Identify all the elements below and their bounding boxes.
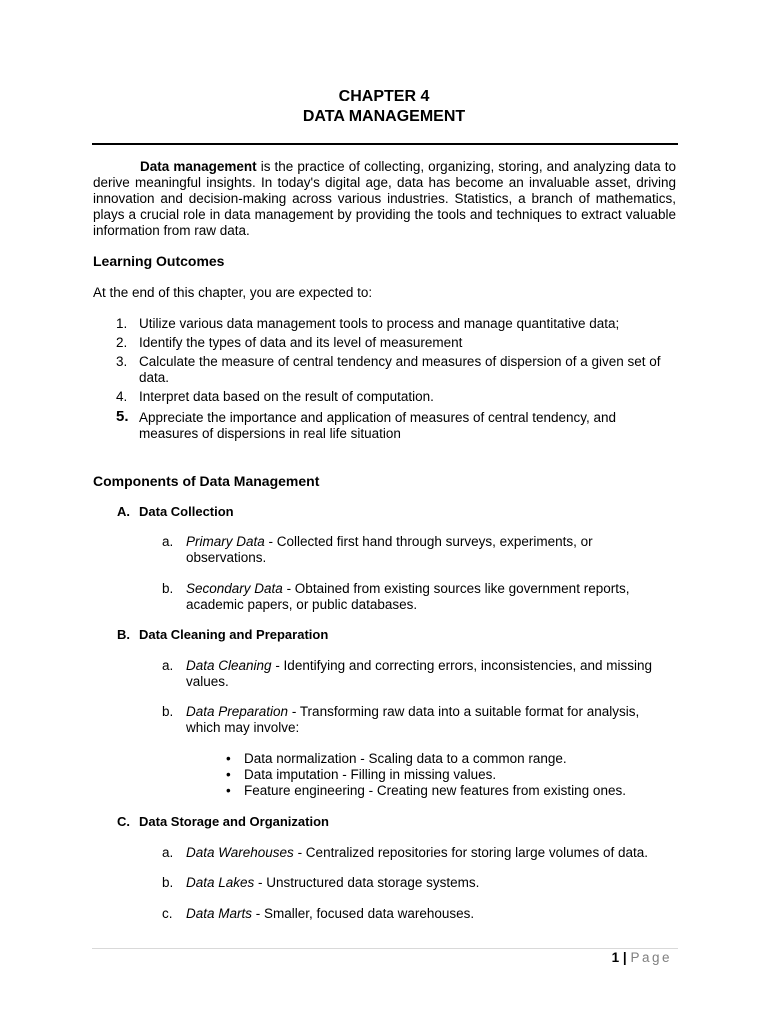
bullet-text: Feature engineering - Creating new features from existing ones.: [244, 783, 626, 798]
outcome-text: Appreciate the importance and application of measures of central tendency, and measures of dispersions in real life situation: [139, 410, 617, 441]
item-term: Secondary Data: [186, 581, 283, 596]
bullet-icon: •: [226, 783, 231, 798]
section-heading: [117, 504, 234, 520]
bullet-icon: •: [226, 767, 231, 782]
item-text: - Smaller, focused data warehouses.: [252, 906, 475, 921]
footer-divider: [92, 948, 678, 949]
section-letter: C.: [117, 814, 130, 829]
section-title: Data Collection: [139, 504, 234, 519]
chapter-title: DATA MANAGEMENT: [302, 108, 466, 125]
item-letter: b.: [162, 581, 174, 596]
section-title: Data Cleaning and Preparation: [139, 627, 329, 642]
bullet-text: Data imputation - Filling in missing values.: [244, 767, 497, 782]
outcome-number: 1.: [116, 316, 128, 331]
chapter-number: CHAPTER 4: [338, 88, 430, 105]
outcome-number: 2.: [116, 335, 128, 350]
item-letter: b.: [162, 704, 174, 719]
outcome-text: Identify the types of data and its level of measurement: [139, 335, 463, 350]
item-text: - Obtained from existing sources like government reports, academic papers, or public databases.: [186, 581, 630, 612]
intro-text: is the practice of collecting, organizing, storing, and analyzing data to derive meaningful insights. In today's digital age, data has become an invaluable asset, driving innovation and decision-making across various industries. Statistics, a branch of mathematics, plays a crucial role in data management by providing the tools and techniques to extract valuable information from raw data.: [93, 159, 676, 238]
learning-outcomes-lead: At the end of this chapter, you are expected to:: [93, 285, 373, 300]
item-term: Primary Data: [186, 534, 265, 549]
outcome-text: Interpret data based on the result of computation.: [139, 389, 434, 404]
item-text: - Collected first hand through surveys, experiments, or observations.: [186, 534, 593, 565]
page-number: 1: [611, 950, 620, 965]
section-heading: [117, 814, 329, 830]
outcome-number: 4.: [116, 389, 128, 404]
section-letter: B.: [117, 627, 130, 642]
item-letter: a.: [162, 658, 174, 673]
page-word: Page: [630, 950, 672, 965]
title-divider: [92, 143, 678, 145]
item-term: Data Lakes: [186, 875, 255, 890]
outcome-text: Calculate the measure of central tendency and measures of dispersion of a given set of data.: [139, 354, 661, 385]
outcome-number: 3.: [116, 354, 128, 369]
item-text: - Transforming raw data into a suitable format for analysis, which may involve:: [186, 704, 640, 735]
item-term: Data Cleaning: [186, 658, 272, 673]
item-term: Data Marts: [186, 906, 253, 921]
learning-outcomes-heading: Learning Outcomes: [93, 253, 225, 269]
item-letter: b.: [162, 875, 174, 890]
item-letter: c.: [162, 906, 173, 921]
item-term: Data Preparation: [186, 704, 289, 719]
section-title: Data Storage and Organization: [139, 814, 329, 829]
components-heading: Components of Data Management: [93, 473, 320, 489]
item-text: - Centralized repositories for storing large volumes of data.: [293, 845, 648, 860]
item-text: - Unstructured data storage systems.: [254, 875, 480, 890]
page-footer: [612, 950, 672, 966]
item-text: - Identifying and correcting errors, inconsistencies, and missing values.: [186, 658, 652, 689]
outcome-number: 5.: [116, 408, 129, 425]
intro-paragraph: [93, 159, 676, 239]
footer-separator: |: [622, 950, 627, 965]
item-letter: a.: [162, 534, 174, 549]
item-letter: a.: [162, 845, 174, 860]
bullet-text: Data normalization - Scaling data to a common range.: [244, 751, 567, 766]
intro-term: Data management: [140, 159, 257, 174]
section-letter: A.: [117, 504, 130, 519]
item-term: Data Warehouses: [186, 845, 294, 860]
outcome-text: Utilize various data management tools to process and manage quantitative data;: [139, 316, 620, 331]
section-heading: [117, 627, 328, 643]
bullet-icon: •: [226, 751, 231, 766]
